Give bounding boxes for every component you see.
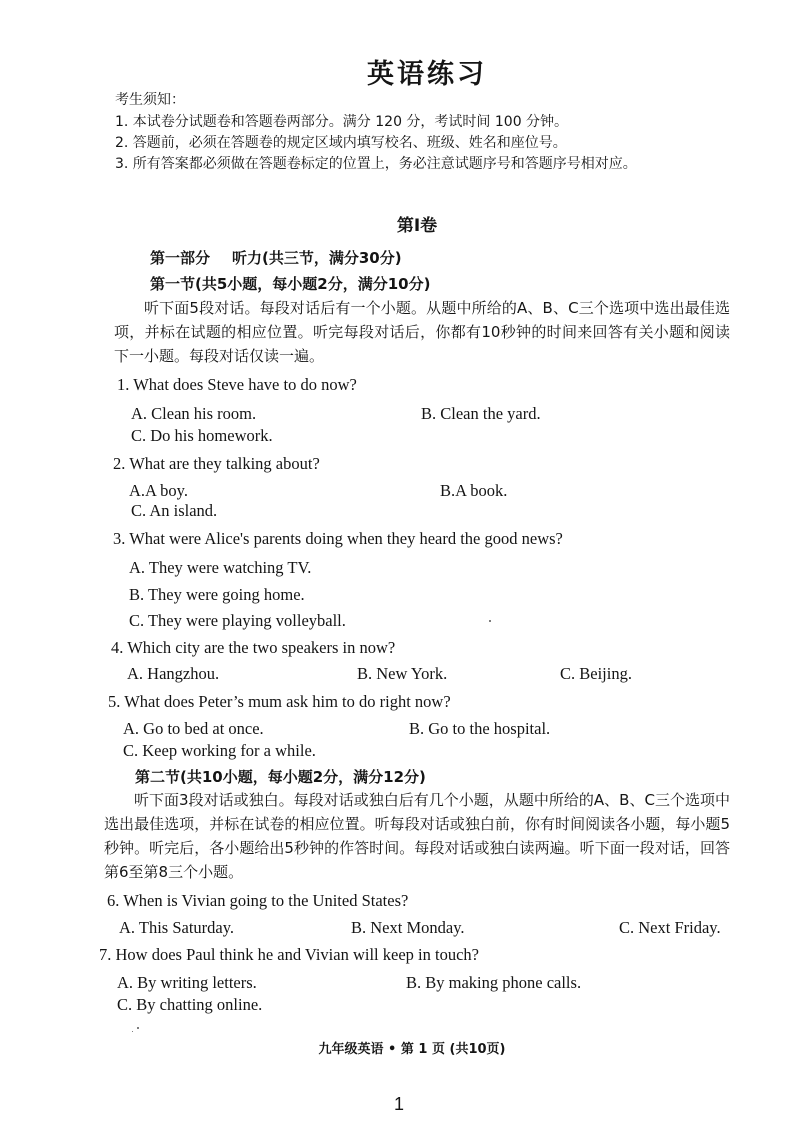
part-name: 第一部分 — [150, 249, 211, 267]
section-2-heading: 第二节(共10小题，每小题2分，满分12分) — [135, 768, 426, 786]
section-1-heading: 第一节(共5小题，每小题2分，满分10分) — [150, 275, 431, 293]
section-1-instruction: 听下面5段对话。每段对话后有一个小题。从题中所给的A、B、C三个选项中选出最佳选项，并标在试题的相应位置。听完每段对话后，你都有10秒钟的时间来回答有关小题和阅读下一小题。每段对话仅读一遍。 — [114, 299, 730, 365]
question-2-option-c: C. An island. — [131, 501, 218, 520]
question-4-option-b: B. New York. — [357, 664, 448, 683]
question-2-option-a: A.A boy. — [129, 481, 188, 500]
question-1-stem: 1. What does Steve have to do now? — [117, 375, 357, 394]
question-3-option-a: A. They were watching TV. — [129, 558, 312, 577]
page-title: 英语练习 — [367, 59, 487, 90]
part-heading — [150, 247, 402, 268]
notice-item-2: 2. 答题前，必须在答题卷的规定区域内填写校名、班级、姓名和座位号。 — [115, 135, 567, 151]
question-1-option-b: B. Clean the yard. — [421, 404, 541, 423]
question-6-option-a: A. This Saturday. — [119, 918, 235, 937]
page-number: 1 — [393, 1094, 404, 1114]
scan-speck — [137, 1027, 139, 1029]
question-3-option-b: B. They were going home. — [129, 585, 305, 604]
question-3-stem: 3. What were Alice's parents doing when they heard the good news? — [113, 529, 563, 548]
question-4-option-a: A. Hangzhou. — [127, 664, 220, 683]
question-7-option-a: A. By writing letters. — [117, 973, 257, 992]
notice-item-1: 1. 本试卷分试题卷和答题卷两部分。满分 120 分，考试时间 100 分钟。 — [115, 114, 569, 130]
question-3-option-c: C. They were playing volleyball. — [129, 611, 346, 630]
question-5-option-b: B. Go to the hospital. — [409, 719, 551, 738]
question-1-option-a: A. Clean his room. — [131, 404, 257, 423]
scan-speck — [132, 1031, 133, 1032]
notice-item-3: 3. 所有答案都必须做在答题卷标定的位置上，务必注意试题序号和答题序号相对应。 — [115, 156, 637, 172]
volume-heading: 第Ⅰ卷 — [396, 216, 438, 236]
question-2-option-b: B.A book. — [440, 481, 508, 500]
notice-heading: 考生须知： — [115, 92, 185, 108]
question-5-option-c: C. Keep working for a while. — [123, 741, 316, 760]
question-1-option-c: C. Do his homework. — [131, 426, 273, 445]
question-6-stem: 6. When is Vivian going to the United States? — [107, 891, 409, 910]
question-7-option-b: B. By making phone calls. — [406, 973, 582, 992]
question-6-option-b: B. Next Monday. — [351, 918, 465, 937]
question-6-option-c: C. Next Friday. — [619, 918, 721, 937]
question-5-stem: 5. What does Peter’s mum ask him to do right now? — [108, 692, 451, 711]
question-4-stem: 4. Which city are the two speakers in now? — [111, 638, 396, 657]
question-7-option-c: C. By chatting online. — [117, 995, 263, 1014]
question-4-option-c: C. Beijing. — [560, 664, 632, 683]
question-7-stem: 7. How does Paul think he and Vivian will keep in touch? — [99, 945, 479, 964]
question-2-stem: 2. What are they talking about? — [113, 454, 320, 473]
page-footer: 九年级英语 • 第 1 页 (共10页) — [318, 1042, 506, 1057]
question-5-option-a: A. Go to bed at once. — [123, 719, 264, 738]
scan-speck — [489, 620, 491, 622]
part-desc: 听力(共三节，满分30分) — [232, 249, 402, 267]
section-2-instruction: 听下面3段对话或独白。每段对话或独白后有几个小题，从题中所给的A、B、C三个选项中选出最佳选项，并标在试卷的相应位置。听每段对话或独白前，你有时间阅读各小题，每小题5秒钟。听完后，各小题给出5秒钟的作答时间。每段对话或独白读两遍。听下面一段对话，回答第6至第8三个小题。 — [104, 791, 730, 881]
